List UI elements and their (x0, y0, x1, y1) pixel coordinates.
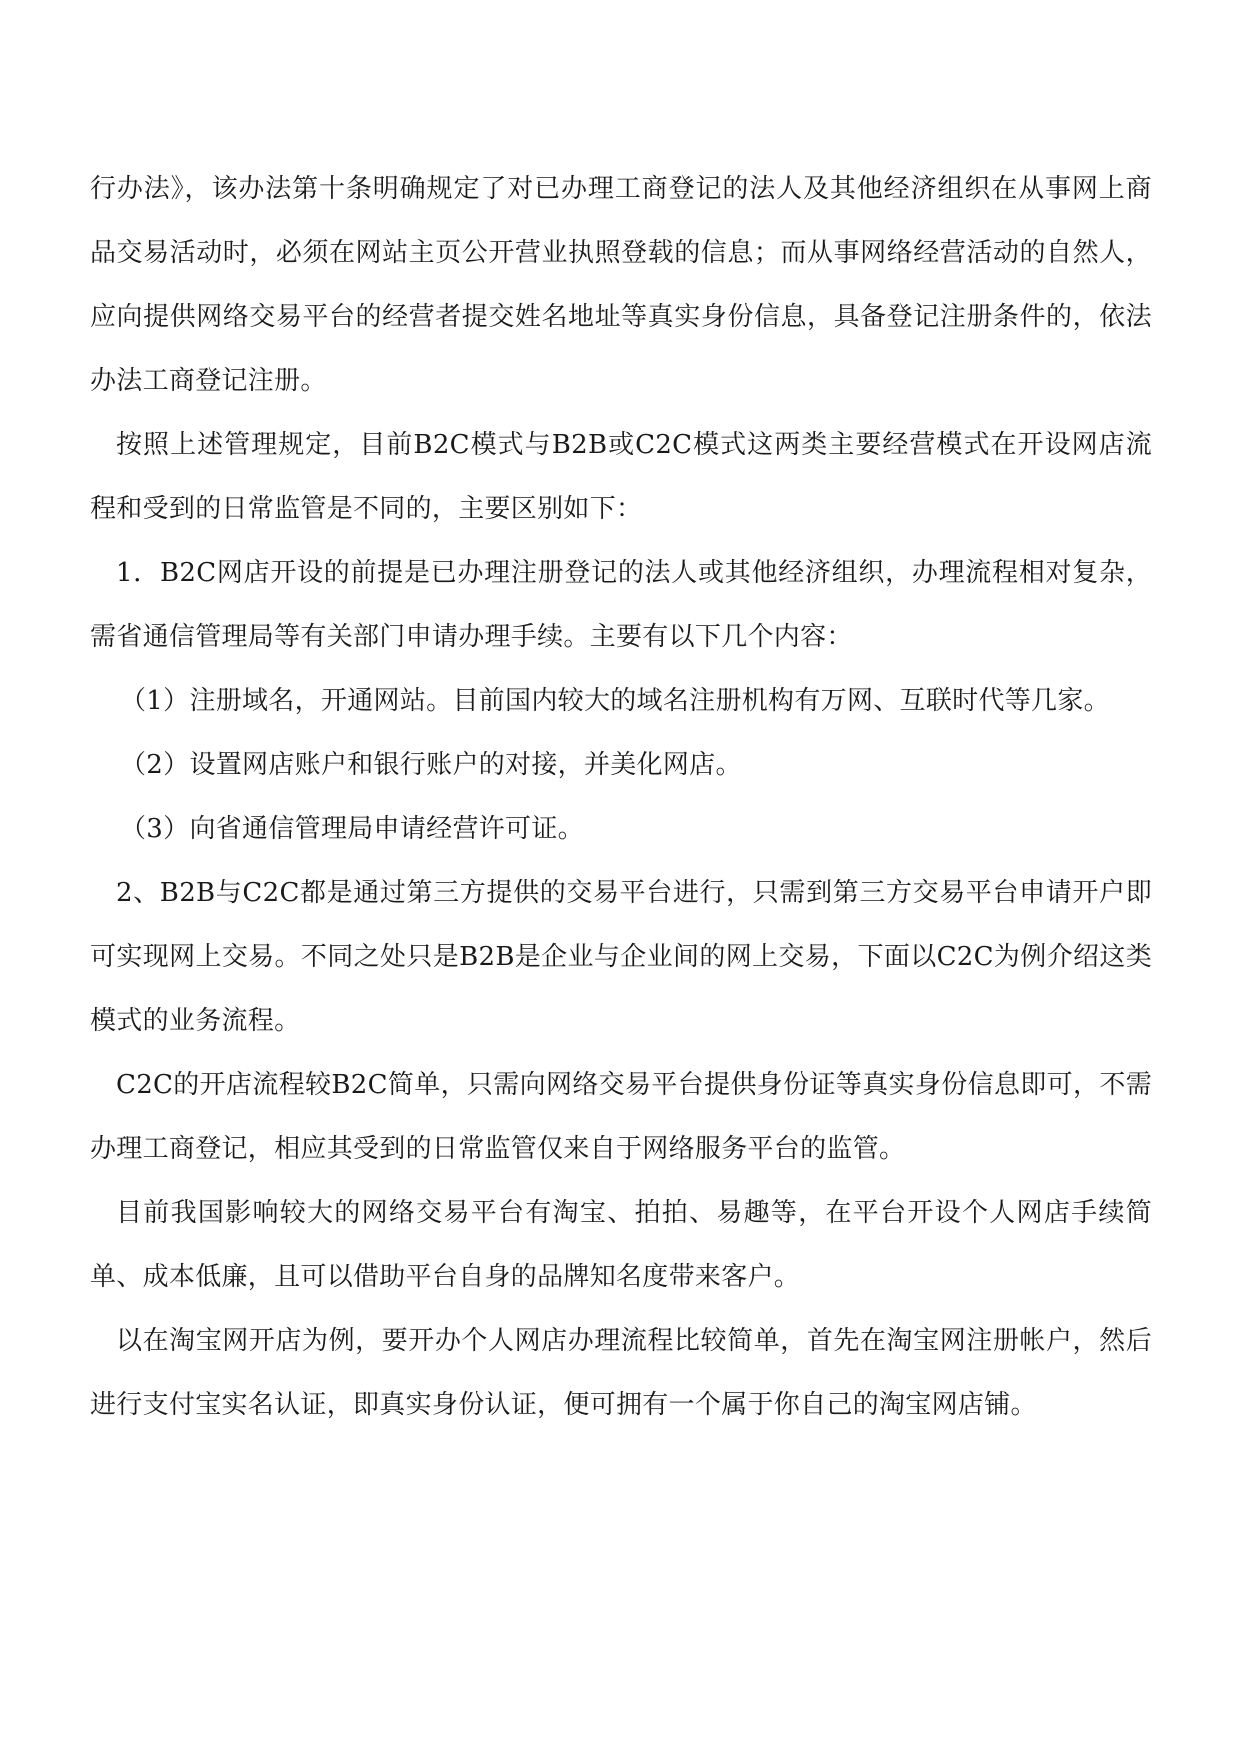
paragraph-taobao-example: 以在淘宝网开店为例，要开办个人网店办理流程比较简单，首先在淘宝网注册帐户，然后进行支付宝实名认证，即真实身份认证，便可拥有一个属于你自己的淘宝网店铺。 (90, 1326, 1152, 1420)
paragraph-c2c-process: C2C的开店流程较B2C简单，只需向网络交易平台提供身份证等真实身份信息即可，不需办理工商登记，相应其受到的日常监管仅来自于网络服务平台的监管。 (90, 1070, 1152, 1164)
paragraph-b2c-process: 1．B2C网店开设的前提是已办理注册登记的法人或其他经济组织，办理流程相对复杂，需省通信管理局等有关部门申请办理手续。主要有以下几个内容： (90, 558, 1152, 652)
list-item-apply-license: （3）向省通信管理局申请经营许可证。 (120, 814, 584, 844)
paragraph-regulation-summary: 按照上述管理规定，目前B2C模式与B2B或C2C模式这两类主要经营模式在开设网店流程和受到的日常监管是不同的，主要区别如下： (90, 430, 1152, 524)
document-body (90, 157, 1152, 1437)
list-item-register-domain: （1）注册域名，开通网站。目前国内较大的域名注册机构有万网、互联时代等几家。 (120, 686, 1110, 716)
paragraph-platforms: 目前我国影响较大的网络交易平台有淘宝、拍拍、易趣等，在平台开设个人网店手续简单、成本低廉，且可以借助平台自身的品牌知名度带来客户。 (90, 1198, 1152, 1292)
paragraph-continuation: 行办法》，该办法第十条明确规定了对已办理工商登记的法人及其他经济组织在从事网上商品交易活动时，必须在网站主页公开营业执照登载的信息；而从事网络经营活动的自然人，应向提供网络交易平台的经营者提交姓名地址等真实身份信息，具备登记注册条件的，依法办法工商登记注册。 (90, 174, 1152, 396)
paragraph-b2b-c2c: 2、B2B与C2C都是通过第三方提供的交易平台进行，只需到第三方交易平台申请开户即可实现网上交易。不同之处只是B2B是企业与企业间的网上交易，下面以C2C为例介绍这类模式的业务流程。 (90, 878, 1152, 1036)
list-item-setup-accounts: （2）设置网店账户和银行账户的对接，并美化网店。 (120, 750, 742, 780)
